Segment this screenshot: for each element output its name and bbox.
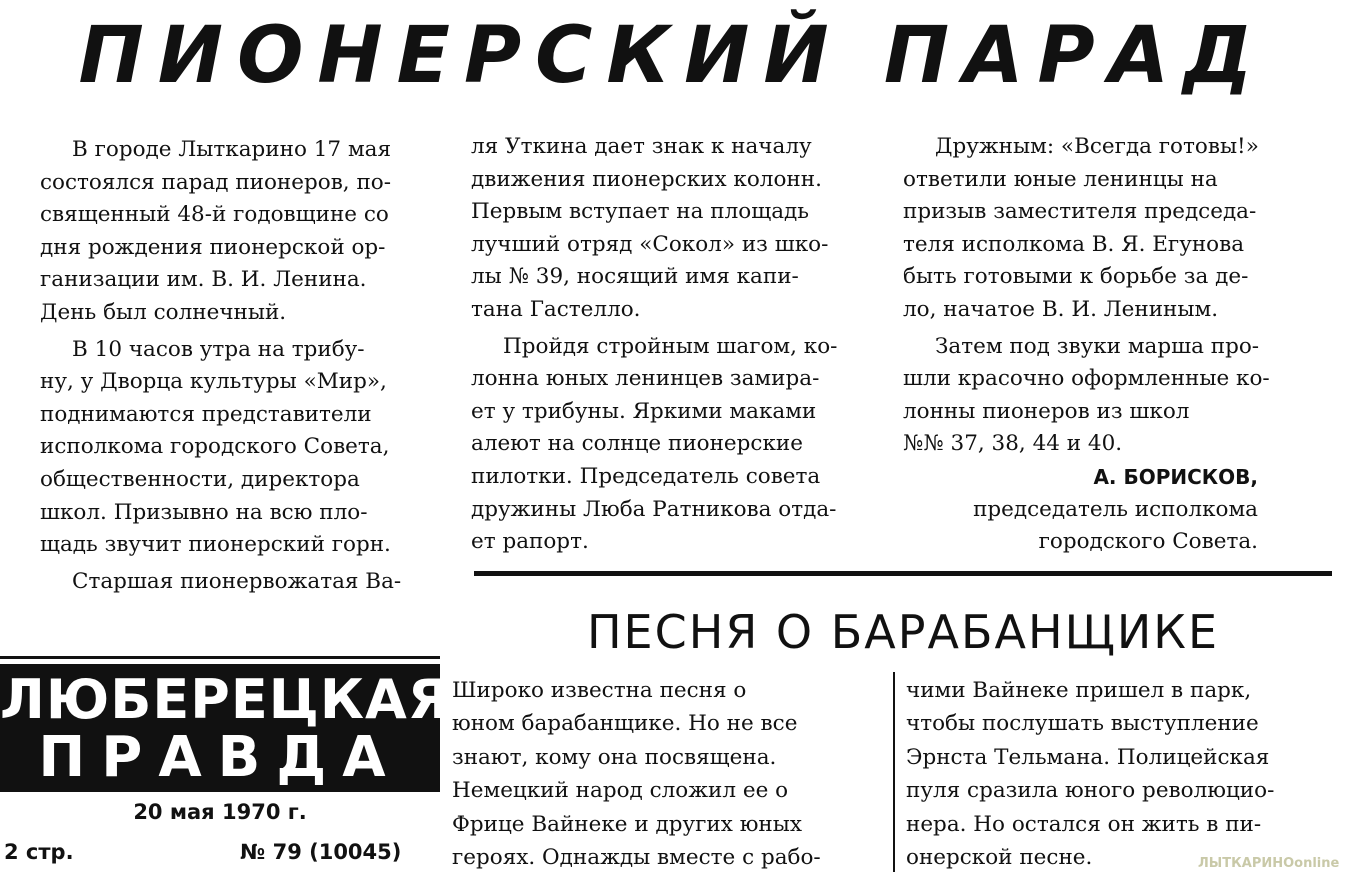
text-line: священный 48-й годовщине со <box>40 202 389 228</box>
text-line: В городе Лыткарино 17 мая <box>72 137 392 162</box>
issue-number: № 79 (10045) <box>240 840 402 864</box>
text-line: В 10 часов утра на трибу- <box>72 336 365 362</box>
section-divider <box>474 571 1332 576</box>
text-line: ло, начатое В. И. Лениным. <box>903 296 1219 322</box>
text-line: ну, у Дворца культуры «Мир», <box>40 369 387 395</box>
text-line: лонны пионеров из школ <box>903 398 1190 424</box>
headline: ПИОНЕРСКИЙ ПАРАД <box>78 11 1267 101</box>
text-line: теля исполкома В. Я. Егунова <box>903 231 1245 257</box>
text-line: Фрице Вайнеке и других юных <box>452 811 802 837</box>
page-number: 2 стр. <box>4 840 74 864</box>
masthead-line-1: ЛЮБЕРЕЦКАЯ <box>0 668 451 731</box>
text-line: Затем под звуки марша про- <box>935 333 1260 359</box>
masthead-logo <box>0 664 451 792</box>
text-line: Немецкий народ сложил ее о <box>452 778 789 804</box>
text-line: дружины Люба Ратникова отда- <box>471 496 837 522</box>
text-line: лонна юных ленинцев замира- <box>471 366 820 392</box>
paragraph <box>40 134 432 330</box>
text-line: нера. Но остался он жить в пи- <box>906 811 1262 837</box>
text-line: чими Вайнеке пришел в парк, <box>906 678 1252 703</box>
text-line: общественности, директора <box>40 466 360 492</box>
text-line: чтобы послушать выступление <box>906 711 1259 737</box>
text-line: состоялся парад пионеров, по- <box>40 169 392 195</box>
text-line: ганизации им. В. И. Ленина. <box>40 267 367 293</box>
text-line: председатель исполкома <box>973 496 1258 522</box>
song-column-1 <box>452 674 882 874</box>
paragraph <box>471 331 863 559</box>
text-line: ет рапорт. <box>471 529 589 555</box>
text-line: пилотки. Председатель совета <box>471 463 821 489</box>
text-line: Дружным: «Всегда готовы!» <box>935 134 1259 159</box>
text-line: ответили юные ленинцы на <box>903 166 1218 192</box>
paragraph <box>40 566 432 599</box>
text-line: городского Совета. <box>1038 529 1258 555</box>
watermark: ЛЫТКАРИНОonline <box>1198 856 1340 871</box>
text-line: лучший отряд «Сокол» из шко- <box>471 231 829 257</box>
author-role <box>903 494 1300 559</box>
song-column-2 <box>906 674 1336 874</box>
text-line: исполкома городского Совета, <box>40 434 390 460</box>
text-line: знают, кому она посвящена. <box>452 744 777 770</box>
text-line: Первым вступает на площадь <box>471 199 809 225</box>
paragraph <box>40 334 432 562</box>
column-divider <box>893 672 895 872</box>
text-line: пуля сразила юного революцио- <box>906 778 1275 804</box>
text-line: школ. Призывно на всю пло- <box>40 499 368 525</box>
masthead-line-2: ПРАВДА <box>38 725 402 790</box>
issue-date: 20 мая 1970 г. <box>133 800 307 824</box>
text-line: быть готовыми к борьбе за де- <box>903 264 1249 290</box>
text-line: День был солнечный. <box>40 299 287 325</box>
text-line: №№ 37, 38, 44 и 40. <box>903 431 1123 457</box>
paragraph <box>903 331 1300 461</box>
text-line: движения пионерских колонн. <box>471 166 822 192</box>
text-line: Пройдя стройным шагом, ко- <box>503 333 838 359</box>
article-column-1 <box>40 134 432 598</box>
text-line: онерской песне. <box>906 845 1093 871</box>
text-line: алеют на солнце пионерские <box>471 431 803 457</box>
masthead-rule <box>0 656 440 659</box>
paragraph <box>471 131 863 327</box>
text-line: шли красочно оформленные ко- <box>903 366 1270 392</box>
text-line: призыв заместителя председа- <box>903 199 1257 225</box>
text-line: Старшая пионервожатая Ва- <box>72 568 402 594</box>
text-line: Эрнста Тельмана. Полицейская <box>906 744 1270 770</box>
article-column-2 <box>471 131 863 559</box>
article-column-3 <box>903 131 1300 559</box>
text-line: юном барабанщике. Но не все <box>452 711 798 737</box>
text-line: героях. Однажды вместе с рабо- <box>452 845 821 871</box>
article-title: ПЕСНЯ О БАРАБАНЩИКЕ <box>586 605 1220 659</box>
text-line: дня рождения пионерской ор- <box>40 234 386 260</box>
paragraph <box>903 131 1300 327</box>
text-line: Широко известна песня о <box>452 678 747 703</box>
text-line: ля Уткина дает знак к началу <box>471 134 812 159</box>
text-line: ет у трибуны. Яркими маками <box>471 398 817 424</box>
author-name: А. БОРИСКОВ, <box>1093 464 1258 489</box>
text-line: поднимаются представители <box>40 401 372 427</box>
text-line: щадь звучит пионерский горн. <box>40 532 391 558</box>
text-line: лы № 39, носящий имя капи- <box>471 264 799 290</box>
text-line: тана Гастелло. <box>471 296 641 322</box>
